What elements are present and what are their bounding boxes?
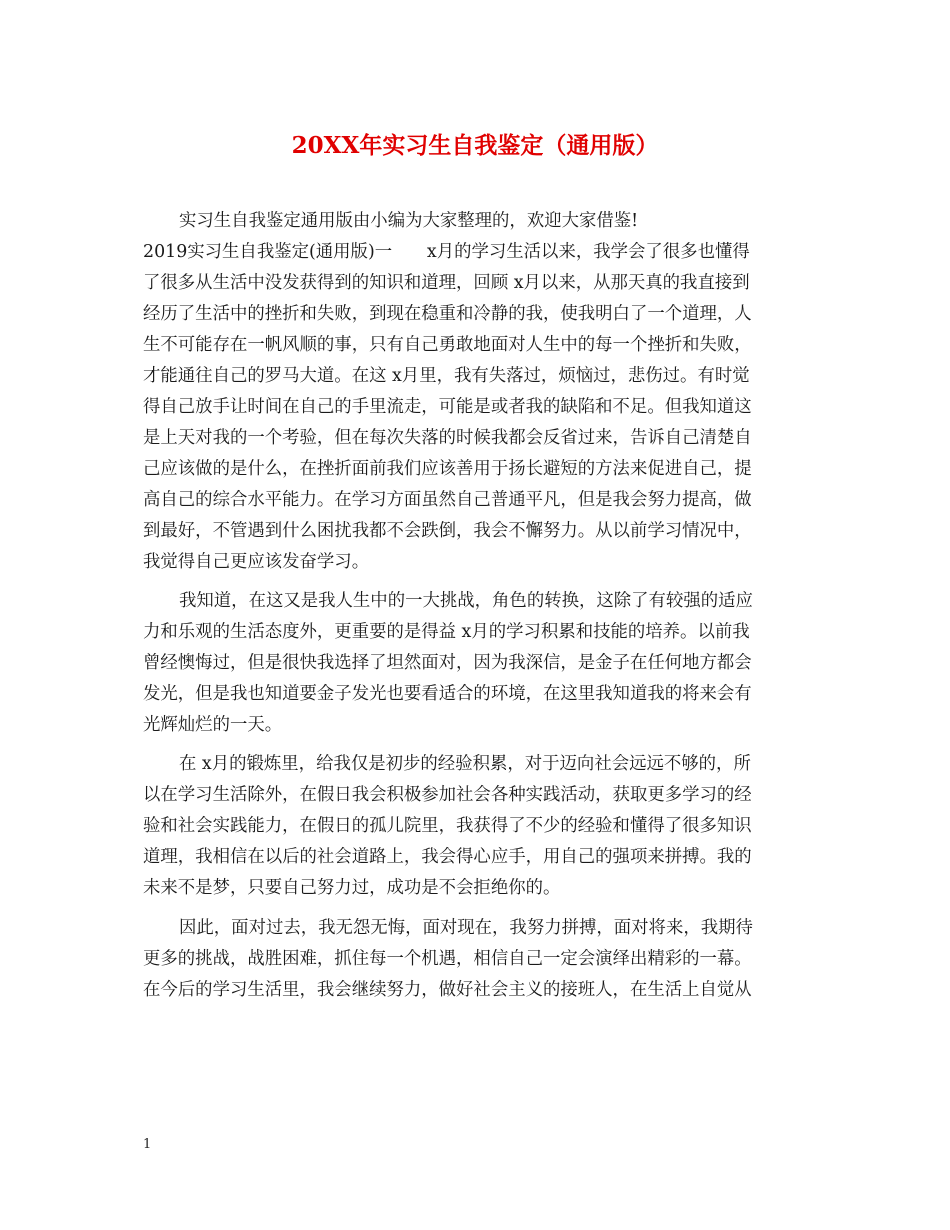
text-line: 我知道，在这又是我人生中的一大挑战，角色的转换，这除了有较强的适应 — [179, 591, 753, 612]
text-line: 光辉灿烂的一天。 — [143, 715, 283, 736]
text-line: 才能通往自己的罗马大道。在这 x月里，我有失落过，烦恼过，悲伤过。有时觉 — [143, 366, 750, 386]
text-line: 高自己的综合水平能力。在学习方面虽然自己普通平凡，但是我会努力提高，做 — [143, 490, 752, 510]
text-line: 发光，但是我也知道要金子发光也要看适合的环境，在这里我知道我的将来会有 — [143, 684, 752, 705]
text-line: 道理，我相信在以后的社会道路上，我会得心应手，用自己的强项来拼搏。我的 — [143, 847, 752, 868]
document-title: 20XX年实习生自我鉴定（通用版） — [291, 132, 659, 159]
text-line: 是上天对我的一个考验，但在每次失落的时候我都会反省过来，告诉自己清楚自 — [143, 428, 752, 448]
text-line: 得自己放手让时间在自己的手里流走，可能是或者我的缺陷和不足。但我知道这 — [143, 397, 752, 417]
document-body — [143, 206, 810, 1006]
text-line: 力和乐观的生活态度外，更重要的是得益 x月的学习积累和技能的培养。以前我 — [143, 622, 750, 643]
text-line: 以在学习生活除外，在假日我会积极参加社会各种实践活动，获取更多学习的经 — [143, 785, 752, 806]
text-line: 曾经懊悔过，但是很快我选择了坦然面对，因为我深信，是金子在任何地方都会 — [143, 653, 752, 674]
text-line: 在 x月的锻炼里，给我仅是初步的经验积累，对于迈向社会远远不够的，所 — [179, 754, 751, 775]
text-line: 己应该做的是什么，在挫折面前我们应该善用于扬长避短的方法来促进自己，提 — [143, 459, 752, 479]
text-line: 到最好，不管遇到什么困扰我都不会跌倒，我会不懈努力。从以前学习情况中， — [143, 521, 752, 541]
text-line: 我觉得自己更应该发奋学习。 — [143, 552, 370, 572]
text-line: 2019实习生自我鉴定(通用版)一 x月的学习生活以来，我学会了很多也懂得 — [143, 242, 750, 262]
text-line: 在今后的学习生活里，我会继续努力，做好社会主义的接班人，在生活上自觉从 — [143, 979, 752, 1000]
text-line: 生不可能存在一帆风顺的事，只有自己勇敢地面对人生中的每一个挫折和失败， — [143, 335, 752, 355]
text-line: 更多的挑战，战胜困难，抓住每一个机遇，相信自己一定会演绎出精彩的一幕。 — [143, 948, 752, 969]
text-line: 未来不是梦，只要自己努力过，成功是不会拒绝你的。 — [143, 878, 561, 899]
page-number: 1 — [143, 1137, 152, 1152]
text-line: 实习生自我鉴定通用版由小编为大家整理的，欢迎大家借鉴! — [179, 211, 639, 231]
text-line: 因此，面对过去，我无怨无悔，面对现在，我努力拼搏，面对将来，我期待 — [179, 917, 753, 938]
text-line: 验和社会实践能力，在假日的孤儿院里，我获得了不少的经验和懂得了很多知识 — [143, 816, 752, 837]
text-line: 了很多从生活中没发获得到的知识和道理，回顾 x月以来，从那天真的我直接到 — [143, 273, 750, 293]
text-line: 经历了生活中的挫折和失败，到现在稳重和冷静的我，使我明白了一个道理，人 — [143, 304, 752, 324]
